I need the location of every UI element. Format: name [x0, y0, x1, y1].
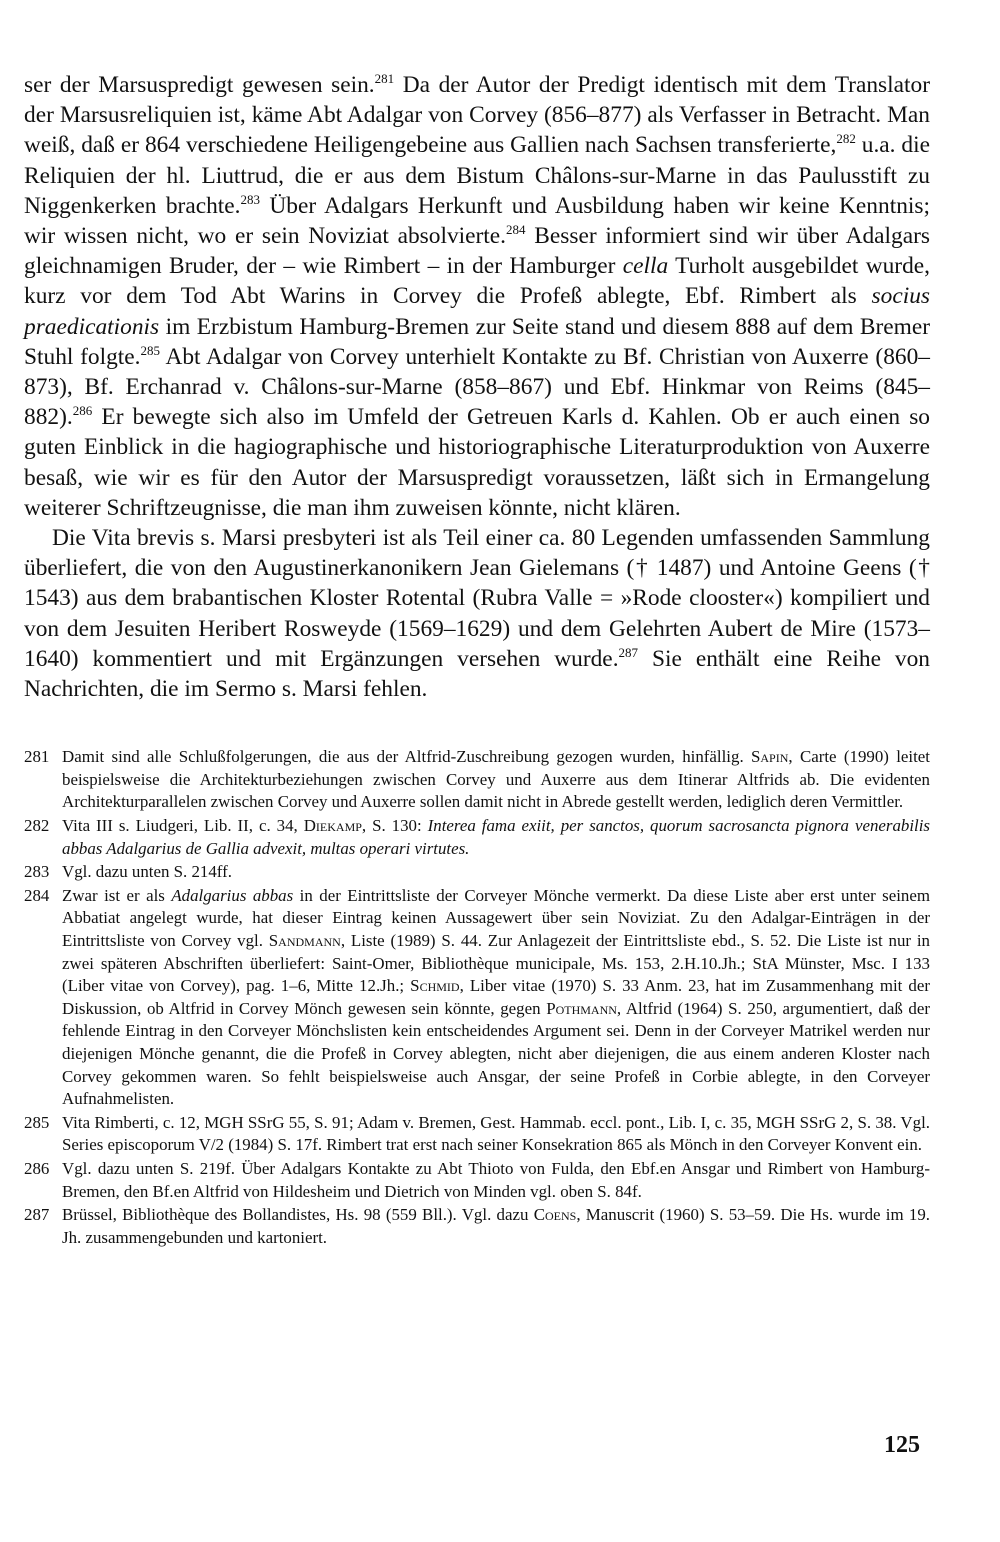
footnote-text: Vgl. dazu unten S. 219f. Über Adalgars Kontakte zu Abt Thioto von Fulda, den Ebf.en Ansgar und Rimbert von Hamburg-Bremen, den Bf.en Altfrid von Hildesheim und Dietrich von Minden vgl. oben S. 84f.	[62, 1158, 930, 1201]
text-run: Die Vita brevis s. Marsi presbyteri ist als Teil einer ca. 80 Legenden umfassenden Sammlung überliefert, die von den Augustinerkanonikern Jean Gielemans († 1487) und Antoine Geens († 1543) aus dem brabantischen Kloster Rotental (Rubra Valle = »Rode clooster«) kompiliert und von dem Jesuiten Heribert Rosweyde (1569–1629) und dem Gelehrten Aubert de Mire (1573–1640) kommentiert und mit Ergänzungen versehen wurde.	[24, 525, 930, 672]
text-run: im Erzbistum Hamburg-Bremen zur Seite stand und diesem 888 auf dem Bremer Stuhl folgte.	[24, 313, 930, 370]
italic-term: socius praedicationis	[24, 283, 930, 340]
footnote-number: 282	[24, 816, 50, 836]
footnote-text: Damit sind alle Schlußfolgerungen, die aus der Altfrid-Zuschreibung gezogen wurden, hinfällig. Sapin, Carte (1990) leitet beispielsweise die Architekturbeziehungen zwischen Corvey und Auxerre aus dem Itinerar Altfrids ab. Die evidenten Architekturparallelen zwischen Corvey und Auxerre sollen damit nicht in Abrede gestellt werden, lediglich deren Vermittler.	[62, 747, 930, 812]
footnote-number: 284	[24, 885, 50, 905]
author-name: Schmid	[410, 976, 460, 996]
document-page	[24, 70, 930, 1250]
footnote-ref-286[interactable]: 286	[72, 403, 93, 419]
footnote-number: 281	[24, 747, 50, 767]
footnote-ref-283[interactable]: 283	[240, 191, 261, 207]
author-name: Sapin	[751, 747, 789, 767]
footnote-ref-281[interactable]: 281	[374, 71, 395, 86]
footnote-287	[24, 1204, 930, 1249]
footnote-283	[24, 861, 930, 884]
footnote-286	[24, 1158, 930, 1203]
main-text	[24, 70, 930, 704]
footnote-284	[24, 885, 930, 1111]
italic-term: cella	[622, 253, 669, 280]
footnote-ref-285[interactable]: 285	[140, 342, 161, 358]
text-run: Da der Autor der Predigt identisch mit dem Translator der Marsusreliquien ist, käme Abt Adalgar von Corvey (856–877) als Verfasser in Betracht. Man weiß, daß er 864 verschiedene Heiligengebeine aus Gallien nach Sachsen transferierte,	[24, 72, 930, 159]
footnote-ref-282[interactable]: 282	[836, 131, 856, 147]
italic-term: Adalgarius abbas	[171, 885, 294, 905]
footnote-number: 283	[24, 862, 50, 882]
author-name: Sandmann	[268, 931, 341, 951]
author-name: Coens	[533, 1205, 577, 1225]
text-run: Abt Adalgar von Corvey unterhielt Kontakte zu Bf. Christian von Auxerre (860–873), Bf. Erchanrad v. Châlons-sur-Marne (858–867) und Ebf. Hinkmar von Reims (845–882).	[24, 343, 930, 431]
latin-quote: Interea fama exiit, per sanctos, quorum sacrosancta pignora venerabilis abbas Adalgarius de Gallia advexit, multas operari virtutes.	[62, 816, 930, 858]
text-run: Sie enthält eine Reihe von Nachrichten, die im Sermo s. Marsi fehlen.	[24, 645, 930, 703]
text-run: Besser informiert sind wir über Adalgars gleichnamigen Bruder, der – wie Rimbert – in der Hamburger	[24, 223, 931, 280]
text-run: Turholt ausgebildet wurde, kurz vor dem Tod Abt Warins in Corvey die Profeß ablegte, Ebf. Rimbert als	[24, 253, 931, 310]
footnote-text: Brüssel, Bibliothèque des Bollandistes, Hs. 98 (559 Bll.). Vgl. dazu Coens, Manuscrit (1960) S. 53–59. Die Hs. wurde im 19. Jh. zusammengebunden und kartoniert.	[62, 1205, 930, 1247]
footnote-281	[24, 746, 930, 814]
text-run: u.a. die Reliquien der hl. Liuttrud, die er aus dem Bistum Châlons-sur-Marne in das Paulusstift zu Niggenkerken brachte.	[24, 132, 930, 219]
footnote-ref-284[interactable]: 284	[506, 222, 526, 238]
footnote-ref-287[interactable]: 287	[618, 644, 639, 660]
footnote-text: Zwar ist er als Adalgarius abbas in der Eintrittsliste der Corveyer Mönche vermerkt. Da diese Liste aber erst unter seinem Abbatiat angelegt wurde, hat dieser Eintrag keinen Aussagewert über sein Noviziat. Zu den Adalgar-Einträgen in der Eintrittsliste von Corvey vgl. Sandmann, Liste (1989) S. 44. Zur Anlagezeit der Eintrittsliste ebd., S. 52. Die Liste ist nur in zwei späteren Abschriften überliefert: Saint-Omer, Bibliothèque municipale, Ms. 153, 2.H.10.Jh.; StA Münster, Msc. I 133 (Liber vitae von Corvey), pag. 1–6, Mitte 12.Jh.; Schmid, Liber vitae (1970) S. 33 Anm. 23, hat im Zusammenhang mit der Diskussion, ob Altfrid in Corvey Mönch gewesen sein könnte, gegen Pothmann, Altfrid (1964) S. 250, argumentiert, daß der fehlende Eintrag in den Corveyer Mönchslisten kein entscheidendes Argument sei. Denn in der Corveyer Matrikel werden nur diejenigen Mönche genannt, die die Profeß in Corvey ablegten, nicht aber diejenigen, die aus einem anderen Kloster nach Corvey gekommen waren. So fehlt beispielsweise auch Ansgar, der seine Profeß in Corbie ablegte, in den Corveyer Aufnahmelisten.	[62, 885, 930, 1109]
footnote-text: Vita III s. Liudgeri, Lib. II, c. 34, Diekamp, S. 130: Interea fama exiit, per sanctos, quorum sacrosancta pignora venerabilis abbas Adalgarius de Gallia advexit, multas operari virtutes.	[62, 816, 930, 858]
footnote-number: 286	[24, 1158, 50, 1178]
page-number: 125	[884, 1432, 920, 1458]
paragraph-2	[24, 523, 930, 704]
footnote-285	[24, 1112, 930, 1157]
footnote-text: Vita Rimberti, c. 12, MGH SSrG 55, S. 91; Adam v. Bremen, Gest. Hammab. eccl. pont., Lib. I, c. 35, MGH SSrG 2, S. 38. Vgl. Series episcoporum V/2 (1984) S. 17f. Rimbert trat erst nach seiner Konsekration 865 als Mönch in den Corveyer Konvent ein.	[62, 1112, 930, 1155]
author-name: Pothmann	[546, 998, 617, 1018]
paragraph-1	[24, 70, 930, 523]
footnote-number: 285	[24, 1112, 50, 1132]
text-run: Er bewegte sich also im Umfeld der Getreuen Karls d. Kahlen. Ob er auch einen so guten Einblick in die hagiographische und historiographische Literaturproduktion von Auxerre besaß, wie wir es für den Autor der Marsuspredigt voraussetzen, läßt sich in Ermangelung weiterer Schriftzeugnisse, die man ihm zuweisen könnte, nicht klären.	[24, 404, 930, 521]
footnote-text: Vgl. dazu unten S. 214ff.	[62, 862, 232, 882]
text-run: ser der Marsuspredigt gewesen sein.	[24, 72, 375, 98]
footnotes	[24, 746, 930, 1249]
text-run: Über Adalgars Herkunft und Ausbildung haben wir keine Kenntnis; wir wissen nicht, wo er sein Noviziat absolvierte.	[24, 192, 930, 250]
footnote-282	[24, 815, 930, 860]
footnote-number: 287	[24, 1205, 50, 1225]
author-name: Diekamp	[303, 816, 362, 836]
